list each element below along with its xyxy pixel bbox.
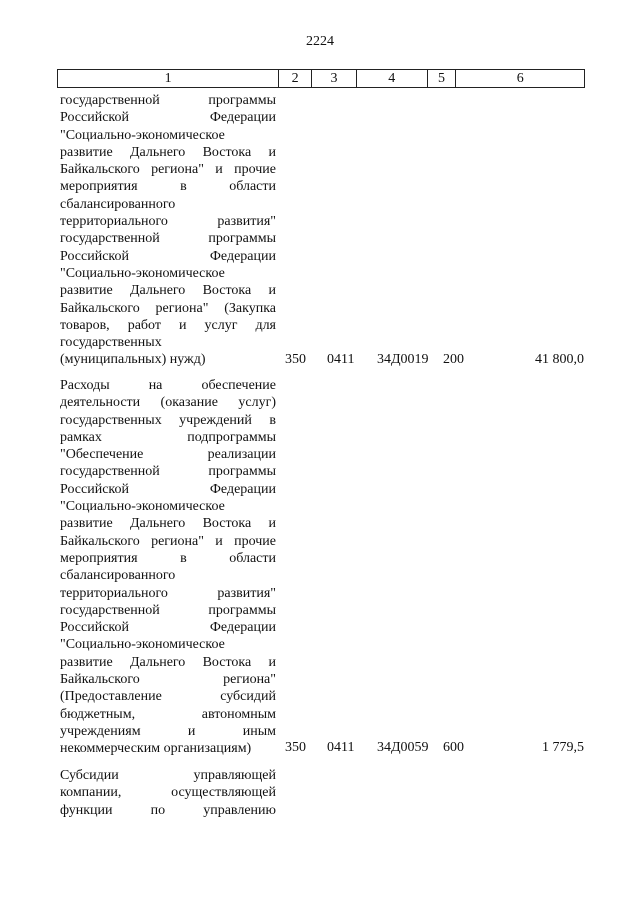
description-line: сбалансированного (60, 196, 176, 212)
description-line: (Предоставление субсидий (60, 689, 276, 705)
description-line: развитие Дальнего Востока и (60, 283, 276, 299)
column-header-4: 4 (357, 70, 428, 87)
cell-col3: 0411 (327, 352, 355, 367)
description-line: мероприятия в области (60, 179, 276, 195)
column-header-1: 1 (58, 70, 279, 87)
description-line: территориального развития" (60, 214, 276, 230)
description-line: Байкальского региона" (Закупка (60, 300, 276, 316)
row-description (60, 377, 276, 758)
table-header-row (57, 69, 585, 88)
column-header-6: 6 (516, 71, 524, 86)
description-line: Байкальского региона" и прочие (60, 162, 276, 178)
description-line: "Обеспечение реализации (60, 447, 276, 463)
description-line: государственных (60, 335, 162, 351)
row-description (60, 92, 276, 369)
description-line: (муниципальных) нужд) (60, 352, 206, 368)
description-line: деятельности (оказание услуг) (60, 395, 276, 411)
cell-col2: 350 (285, 352, 306, 367)
description-line: учреждениям и иным (60, 723, 276, 739)
description-line: товаров, работ и услуг для (60, 317, 276, 333)
cell-col6: 1 779,5 (542, 740, 584, 755)
cell-col5: 200 (443, 352, 464, 367)
description-line: развитие Дальнего Востока и (60, 144, 276, 160)
description-line: мероприятия в области (60, 550, 276, 566)
description-line: некоммерческим организациям) (60, 741, 252, 757)
description-line: компании, осуществляющей (60, 785, 276, 801)
description-line: государственной программы (60, 231, 276, 247)
description-line: развитие Дальнего Востока и (60, 516, 276, 532)
cell-col3: 0411 (327, 740, 355, 755)
description-line: территориального развития" (60, 585, 276, 601)
cell-col6: 41 800,0 (535, 352, 584, 367)
description-line: Расходы на обеспечение (60, 378, 276, 393)
cell-col4: 34Д0019 (377, 352, 429, 367)
page-number: 2224 (306, 34, 334, 49)
cell-col2: 350 (285, 740, 306, 755)
description-line: государственной программы (60, 602, 276, 618)
description-line: Субсидии управляющей (60, 768, 276, 783)
description-line: Российской Федерации (60, 110, 276, 126)
description-line: Российской Федерации (60, 620, 276, 636)
description-line: бюджетным, автономным (60, 706, 276, 722)
description-line: государственных учреждений в (60, 412, 276, 428)
description-line: рамках подпрограммы (60, 429, 276, 445)
description-line: развитие Дальнего Востока и (60, 654, 276, 670)
row-description (60, 767, 276, 819)
description-line: "Социально-экономическое (60, 499, 225, 515)
cell-col4: 34Д0059 (377, 740, 429, 755)
description-line: функции по управлению (60, 802, 276, 818)
description-line: "Социально-экономическое (60, 637, 225, 653)
description-line: "Социально-экономическое (60, 127, 225, 143)
column-header-3: 3 (312, 70, 357, 87)
description-line: Байкальского региона" (60, 672, 276, 688)
column-header-2: 2 (279, 70, 312, 87)
description-line: Байкальского региона" и прочие (60, 533, 276, 549)
column-header-5: 5 (428, 70, 457, 87)
description-line: государственной программы (60, 464, 276, 480)
description-line: сбалансированного (60, 568, 176, 584)
description-line: Российской Федерации (60, 481, 276, 497)
description-line: "Социально-экономическое (60, 265, 225, 281)
description-line: государственной программы (60, 93, 276, 108)
description-line: Российской Федерации (60, 248, 276, 264)
cell-col5: 600 (443, 740, 464, 755)
